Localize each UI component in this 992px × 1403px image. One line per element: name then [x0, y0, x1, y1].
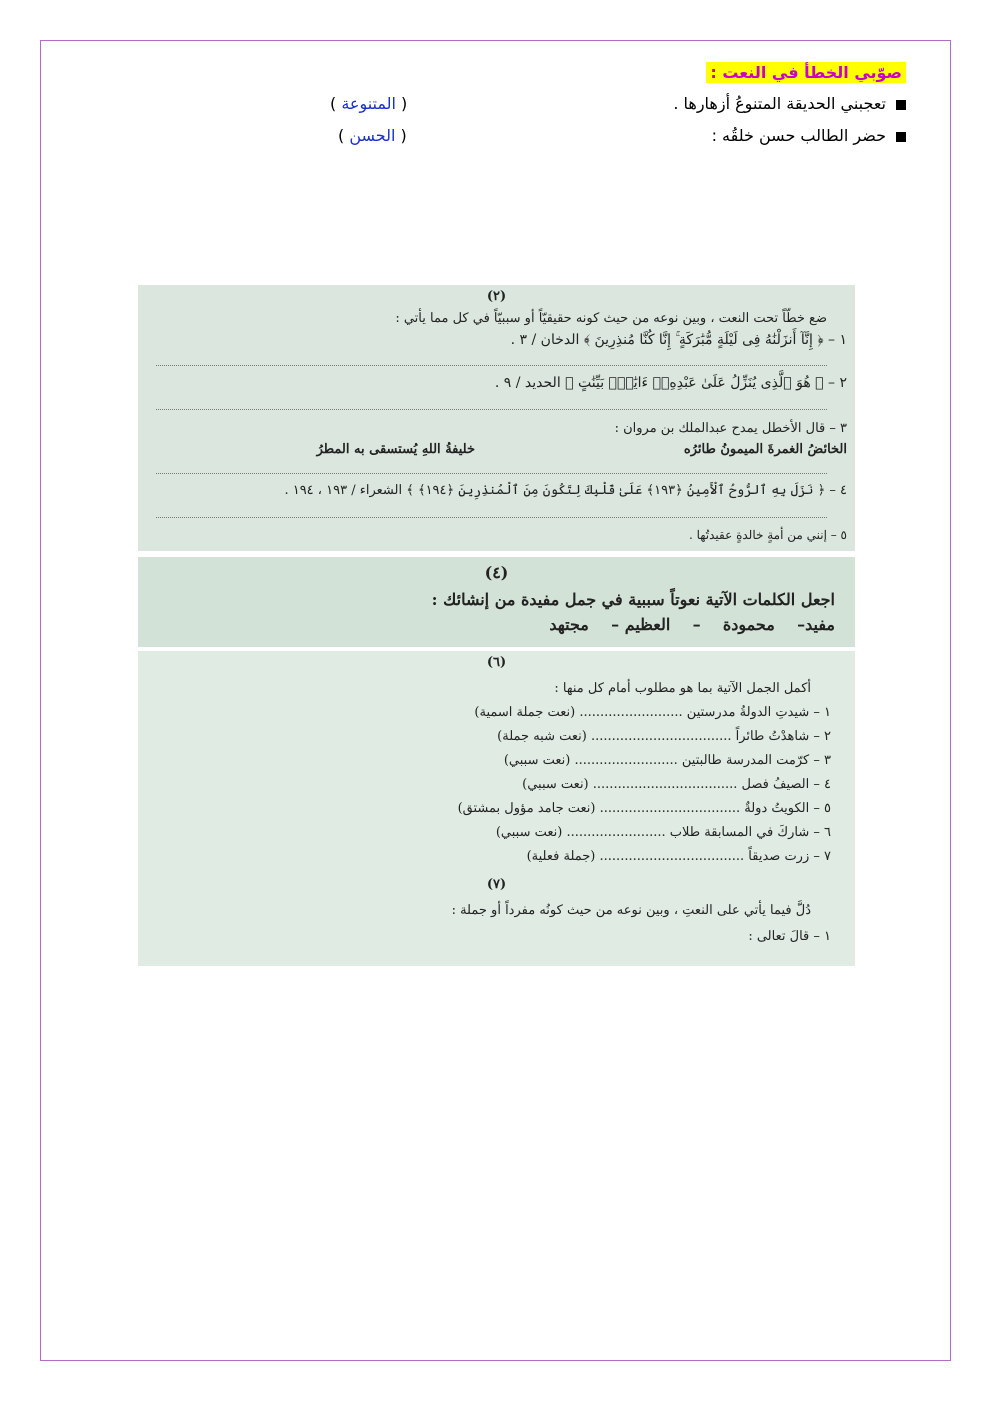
- exercise-heading: صوّبي الخطأ في النعت :: [706, 62, 906, 83]
- exercise-number: (٧): [486, 877, 507, 892]
- exercise-instruction: ضع خطّاً تحت النعت ، وبين نوعه من حيث كونه حقيقيّاً أو سببيّاً في كل مما يأتي :: [395, 311, 827, 326]
- exercise-sentence: تعجبني الحديقة المتنوعُ أزهارها .: [673, 94, 886, 113]
- list-item: ٣ – كرّمت المدرسة طالبتين ......................... (نعت سببي): [503, 753, 831, 768]
- answer-word: المتنوعة: [341, 94, 396, 113]
- exercise-row-1: [673, 94, 906, 113]
- textbook-exercise-2: [138, 285, 855, 551]
- answer-dotted-line: [156, 473, 827, 474]
- paren-open: (: [395, 94, 408, 113]
- verse-first-half: الخائضُ الغمرةَ الميمونُ طائرُه: [683, 442, 847, 457]
- exercise-answer-1: [330, 94, 407, 113]
- list-item: ٥ – الكويتُ دولةٌ .................................. (نعت جامد مؤول بمشتق): [457, 801, 831, 816]
- question-3-intro: ٣ – قال الأخطل يمدح عبدالملك بن مروان :: [614, 421, 847, 436]
- square-bullet-icon: [896, 132, 906, 142]
- list-item: ٧ – زرت صديقاً ................................... (جملة فعلية): [526, 849, 831, 864]
- list-item: ٢ – شاهدْتُ طائراً .................................. (نعت شبه جملة): [497, 729, 831, 744]
- question-1: ١ – ﴿ إِنَّآ أَنزَلْنَٰهُ فِى لَيْلَةٍ مُّبَٰرَكَةٍ ۚ إِنَّا كُنَّا مُنذِرِينَ ﴾ الدخان / ٣ .: [510, 332, 847, 348]
- exercise-number: (٢): [486, 289, 507, 304]
- exercise-number: (٤): [484, 563, 509, 582]
- question-2: ٢ – ﴿ هُوَ ٱلَّذِى يُنَزِّلُ عَلَىٰ عَبْدِهِۦٓ ءَايَٰتٍۭ بَيِّنَٰتٍ ﴾ الحديد / ٩ .: [494, 375, 847, 391]
- question-4: ٤ – ﴿ نَزَلَ بِهِ ٱلرُّوحُ ٱلْأَمِينُ ﴿١٩٣﴾ عَلَىٰ قَلْبِكَ لِتَكُونَ مِنَ ٱلْمُنذِرِينَ ﴿١٩٤﴾ ﴾ الشعراء / ١٩٣ ، ١٩٤ .: [284, 483, 847, 498]
- exercise-answer-2: [338, 126, 407, 145]
- list-item: ٦ – شاركَ في المسابقة طلاب ........................ (نعت سببي): [495, 825, 831, 840]
- list-item: ٤ – الصيفُ فصل ................................... (نعت سببي): [522, 777, 831, 792]
- verse-second-half: خليفةُ اللهِ يُستسقى به المطرُ: [316, 442, 475, 457]
- paren-open: (: [395, 126, 407, 145]
- exercise-instruction: دُلَّ فيما يأتي على النعتِ ، وبين نوعه من حيث كونُه مفرداً أو جملة :: [451, 903, 811, 918]
- textbook-exercise-4: [138, 557, 855, 647]
- answer-word: الحسن: [349, 126, 396, 145]
- textbook-exercise-6: [138, 651, 855, 966]
- exercise-instruction: أكمل الجمل الآتية بما هو مطلوب أمام كل منها :: [554, 681, 811, 696]
- question-1: ١ – قالَ تعالى :: [748, 929, 831, 944]
- exercise-number: (٦): [486, 655, 507, 670]
- word-list: مفيد– محمودة – العظيم – مجتهد: [549, 615, 835, 634]
- paren-close: ): [330, 94, 342, 113]
- exercise-instruction: اجعل الكلمات الآتية نعوتاً سببية في جمل مفيدة من إنشائك :: [431, 590, 835, 609]
- paren-close: ): [338, 126, 350, 145]
- answer-dotted-line: [156, 517, 827, 518]
- exercise-row-2: [712, 126, 906, 145]
- question-5: ٥ – إنني من أمةٍ خالدةٍ عقيدتُها .: [688, 528, 847, 542]
- square-bullet-icon: [896, 100, 906, 110]
- answer-dotted-line: [156, 409, 827, 410]
- list-item: ١ – شيدتِ الدولةُ مدرستين ......................... (نعت جملة اسمية): [474, 705, 831, 720]
- exercise-sentence: حضر الطالب حسن خلقُه :: [711, 126, 886, 145]
- answer-dotted-line: [156, 365, 827, 366]
